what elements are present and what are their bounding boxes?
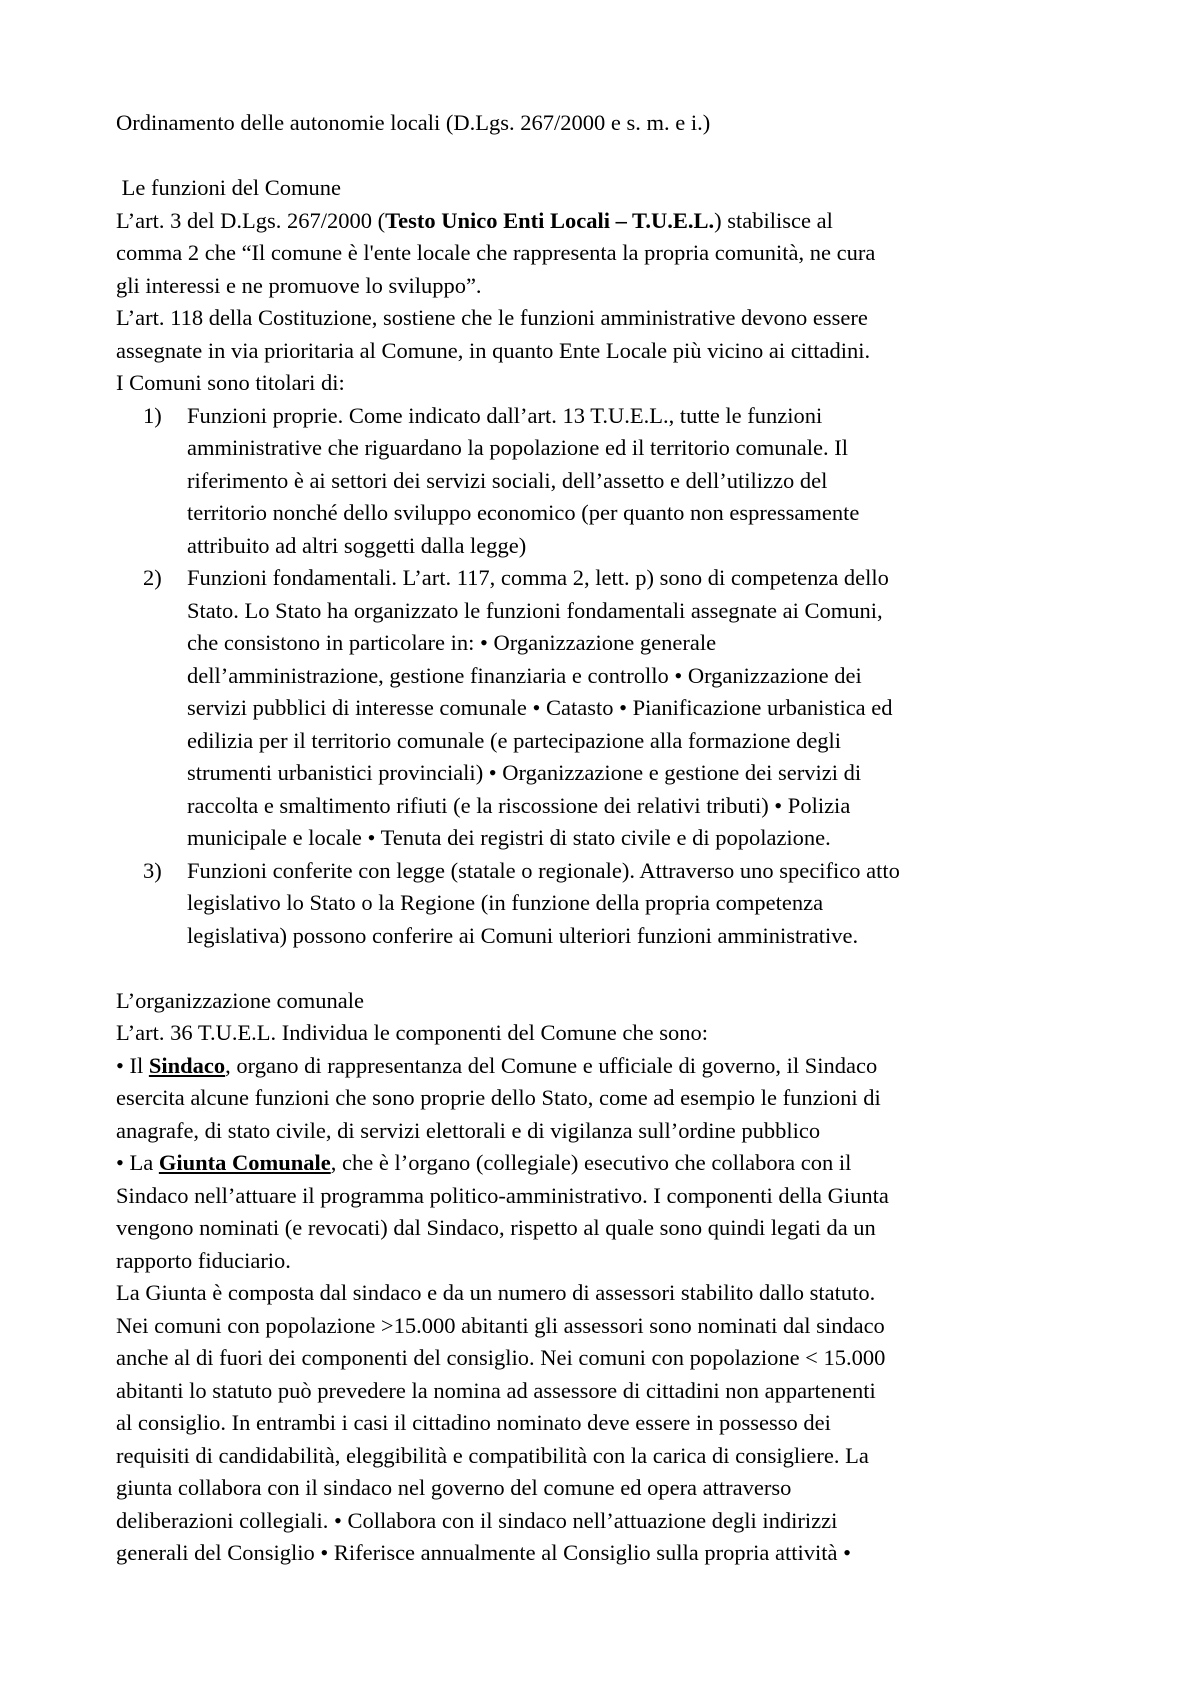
paragraph-line: comma 2 che “Il comune è l'ente locale che rappresenta la propria comunità, ne cura xyxy=(116,240,876,265)
list-line: riferimento è ai settori dei servizi sociali, dell’assetto e dell’utilizzo del xyxy=(187,467,828,493)
list-line: attribuito ad altri soggetti dalla legge) xyxy=(187,532,527,558)
paragraph-line xyxy=(116,205,1090,238)
bullet-prefix: • La xyxy=(116,1150,159,1175)
paragraph-line: I Comuni sono titolari di: xyxy=(116,370,345,395)
text-run: , che è l’organo (collegiale) esecutivo che collabora con il xyxy=(330,1150,852,1175)
bullet-prefix: • Il xyxy=(116,1052,149,1078)
list-number: 1) xyxy=(143,402,162,428)
blank-line xyxy=(116,140,1090,173)
list-line: territorio nonché dello sviluppo economico (per quanto non espressamente xyxy=(187,500,860,525)
functions-list xyxy=(116,400,1090,953)
paragraph-line: generali del Consiglio • Riferisce annualmente al Consiglio sulla propria attività • xyxy=(116,1540,851,1565)
list-item xyxy=(143,562,1090,595)
list-line: strumenti urbanistici provinciali) • Organizzazione e gestione dei servizi di xyxy=(187,760,862,785)
list-line: dell’amministrazione, gestione finanziaria e controllo • Organizzazione dei xyxy=(187,662,862,688)
section-heading-funzioni: Le funzioni del Comune xyxy=(116,175,341,200)
sindaco-line xyxy=(116,1050,1090,1083)
paragraph-line: Sindaco nell’attuare il programma politico-amministrativo. I componenti della Giunta xyxy=(116,1182,889,1208)
paragraph-line: vengono nominati (e revocati) dal Sindaco, rispetto al quale sono quindi legati da un xyxy=(116,1215,876,1240)
paragraph-line: anche al di fuori dei componenti del consiglio. Nei comuni con popolazione < 15.000 xyxy=(116,1345,886,1370)
list-line: municipale e locale • Tenuta dei registri di stato civile e di popolazione. xyxy=(187,825,831,850)
giunta-term: Giunta Comunale xyxy=(158,1150,331,1175)
blank-line xyxy=(116,952,1090,985)
list-line: Stato. Lo Stato ha organizzato le funzioni fondamentali assegnate ai Comuni, xyxy=(187,597,883,623)
paragraph-line: L’art. 118 della Costituzione, sostiene che le funzioni amministrative devono essere xyxy=(116,305,868,330)
paragraph-line: L’art. 36 T.U.E.L. Individua le componenti del Comune che sono: xyxy=(116,1020,708,1045)
list-line: Funzioni conferite con legge (statale o regionale). Attraverso uno specifico atto xyxy=(187,857,900,883)
list-item xyxy=(143,855,1090,888)
paragraph-line: deliberazioni collegiali. • Collabora con il sindaco nell’attuazione degli indirizzi xyxy=(116,1507,838,1533)
list-line: servizi pubblici di interesse comunale • Catasto • Pianificazione urbanistica ed xyxy=(187,695,893,720)
list-item xyxy=(143,400,1090,433)
section-heading-organizzazione: L’organizzazione comunale xyxy=(116,987,365,1013)
text-run: L’art. 3 del D.Lgs. 267/2000 ( xyxy=(116,207,386,233)
tuel-bold-term: Testo Unico Enti Locali – T.U.E.L. xyxy=(385,207,715,233)
sindaco-term: Sindaco xyxy=(148,1052,226,1078)
list-line: amministrative che riguardano la popolazione ed il territorio comunale. Il xyxy=(187,435,849,460)
paragraph-line: giunta collabora con il sindaco nel governo del comune ed opera attraverso xyxy=(116,1475,792,1500)
list-line: Funzioni fondamentali. L’art. 117, comma 2, lett. p) sono di competenza dello xyxy=(187,565,889,590)
list-number: 2) xyxy=(143,565,162,590)
paragraph-line: assegnate in via prioritaria al Comune, in quanto Ente Locale più vicino ai cittadini. xyxy=(116,337,871,363)
list-line: legislativo lo Stato o la Regione (in funzione della propria competenza xyxy=(187,890,824,915)
paragraph-line: Nei comuni con popolazione >15.000 abitanti gli assessori sono nominati dal sindaco xyxy=(116,1312,885,1338)
paragraph-line: abitanti lo statuto può prevedere la nomina ad assessore di cittadini non appartenenti xyxy=(116,1377,876,1403)
paragraph-line: requisiti di candidabilità, eleggibilità e compatibilità con la carica di consigliere. La xyxy=(116,1442,869,1468)
list-line: raccolta e smaltimento rifiuti (e la riscossione dei relativi tributi) • Polizia xyxy=(187,792,851,818)
paragraph-line: gli interessi e ne promuove lo sviluppo”. xyxy=(116,272,482,298)
text-run: , organo di rappresentanza del Comune e ufficiale di governo, il Sindaco xyxy=(225,1052,878,1078)
list-line: edilizia per il territorio comunale (e partecipazione alla formazione degli xyxy=(187,727,842,753)
paragraph-line: al consiglio. In entrambi i casi il cittadino nominato deve essere in possesso dei xyxy=(116,1410,831,1435)
list-line: Funzioni proprie. Come indicato dall’art. 13 T.U.E.L., tutte le funzioni xyxy=(187,402,823,428)
paragraph-line: esercita alcune funzioni che sono proprie dello Stato, come ad esempio le funzioni di xyxy=(116,1085,881,1110)
paragraph-line: La Giunta è composta dal sindaco e da un numero di assessori stabilito dallo statuto. xyxy=(116,1280,876,1305)
paragraph-line: anagrafe, di stato civile, di servizi elettorali e di vigilanza sull’ordine pubblico xyxy=(116,1117,821,1143)
paragraph-line: rapporto fiduciario. xyxy=(116,1247,291,1273)
document-title: Ordinamento delle autonomie locali (D.Lgs. 267/2000 e s. m. e i.) xyxy=(116,110,711,135)
list-line: legislativa) possono conferire ai Comuni ulteriori funzioni amministrative. xyxy=(187,922,859,948)
giunta-line xyxy=(116,1147,1090,1180)
list-number: 3) xyxy=(143,857,162,883)
list-line: che consistono in particolare in: • Organizzazione generale xyxy=(187,630,717,655)
text-run: ) stabilisce al xyxy=(714,207,833,233)
